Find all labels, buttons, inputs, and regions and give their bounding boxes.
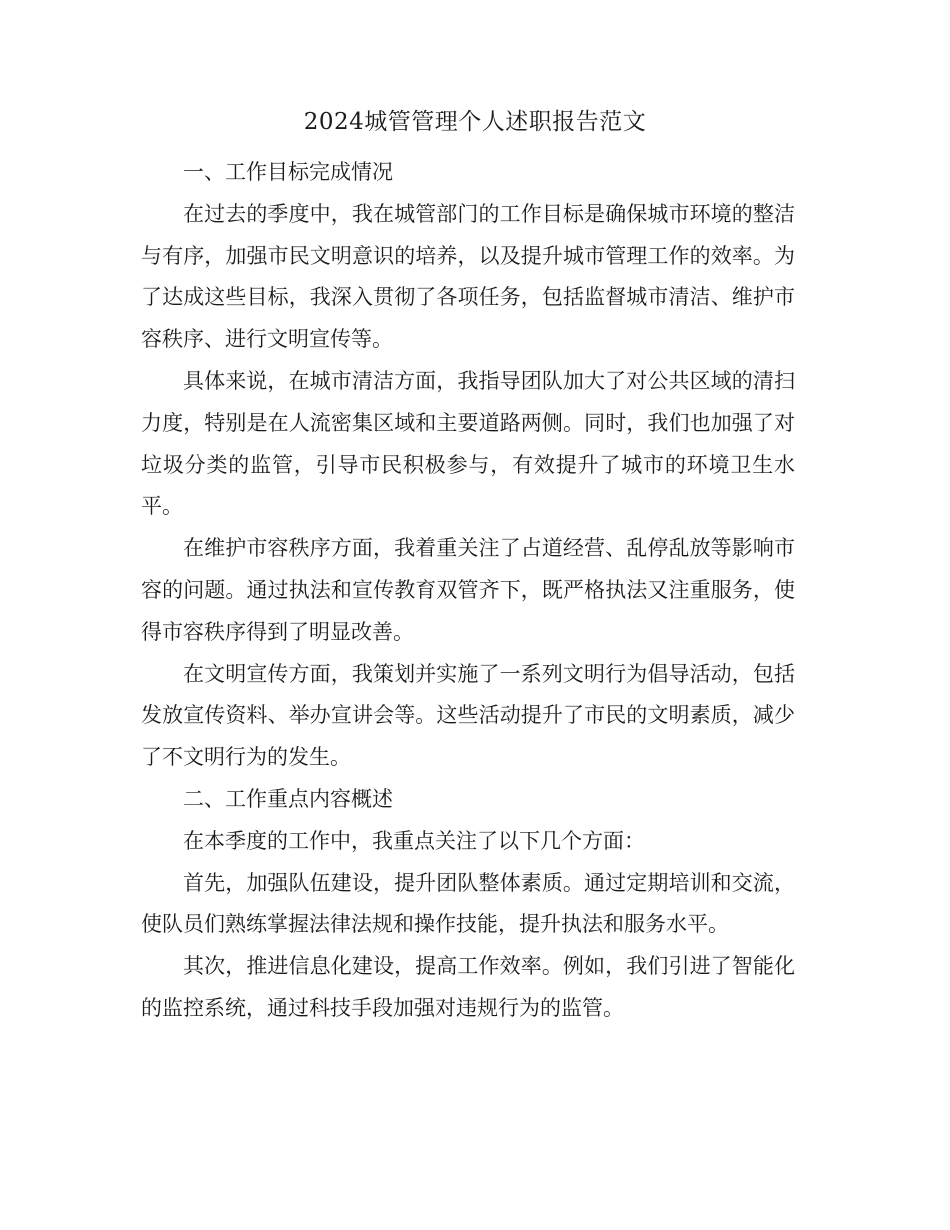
document-body — [141, 152, 795, 1030]
paragraph-city-cleaning: 具体来说，在城市清洁方面，我指导团队加大了对公共区域的清扫力度，特别是在人流密集区域和主要道路两侧。同时，我们也加强了对垃圾分类的监管，引导市民积极参与，有效提升了城市的环境卫生水平。 — [141, 368, 795, 519]
section-heading-goals: 一、工作目标完成情况 — [183, 160, 393, 184]
document-title: 2024城管管理个人述职报告范文 — [303, 109, 647, 135]
section-heading-key-work: 二、工作重点内容概述 — [183, 786, 393, 811]
paragraph-digitalization: 其次，推进信息化建设，提高工作效率。例如，我们引进了智能化的监控系统，通过科技手段加强对违规行为的监管。 — [141, 954, 795, 1020]
paragraph-team-building: 首先，加强队伍建设，提升团队整体素质。通过定期培训和交流，使队员们熟练掌握法律法规和操作技能，提升执法和服务水平。 — [141, 870, 795, 937]
paragraph-key-work-intro: 在本季度的工作中，我重点关注了以下几个方面： — [183, 828, 645, 853]
paragraph-city-order: 在维护市容秩序方面，我着重关注了占道经营、乱停乱放等影响市容的问题。通过执法和宣传教育双管齐下，既严格执法又注重服务，使得市容秩序得到了明显改善。 — [141, 536, 795, 644]
paragraph-civility-campaign: 在文明宣传方面，我策划并实施了一系列文明行为倡导活动，包括发放宣传资料、举办宣讲会等。这些活动提升了市民的文明素质，减少了不文明行为的发生。 — [141, 661, 795, 770]
paragraph-goals-overview: 在过去的季度中，我在城管部门的工作目标是确保城市环境的整洁与有序，加强市民文明意识的培养，以及提升城市管理工作的效率。为了达成这些目标，我深入贯彻了各项任务，包括监督城市清洁、维护市容秩序、进行文明宣传等。 — [141, 201, 795, 352]
